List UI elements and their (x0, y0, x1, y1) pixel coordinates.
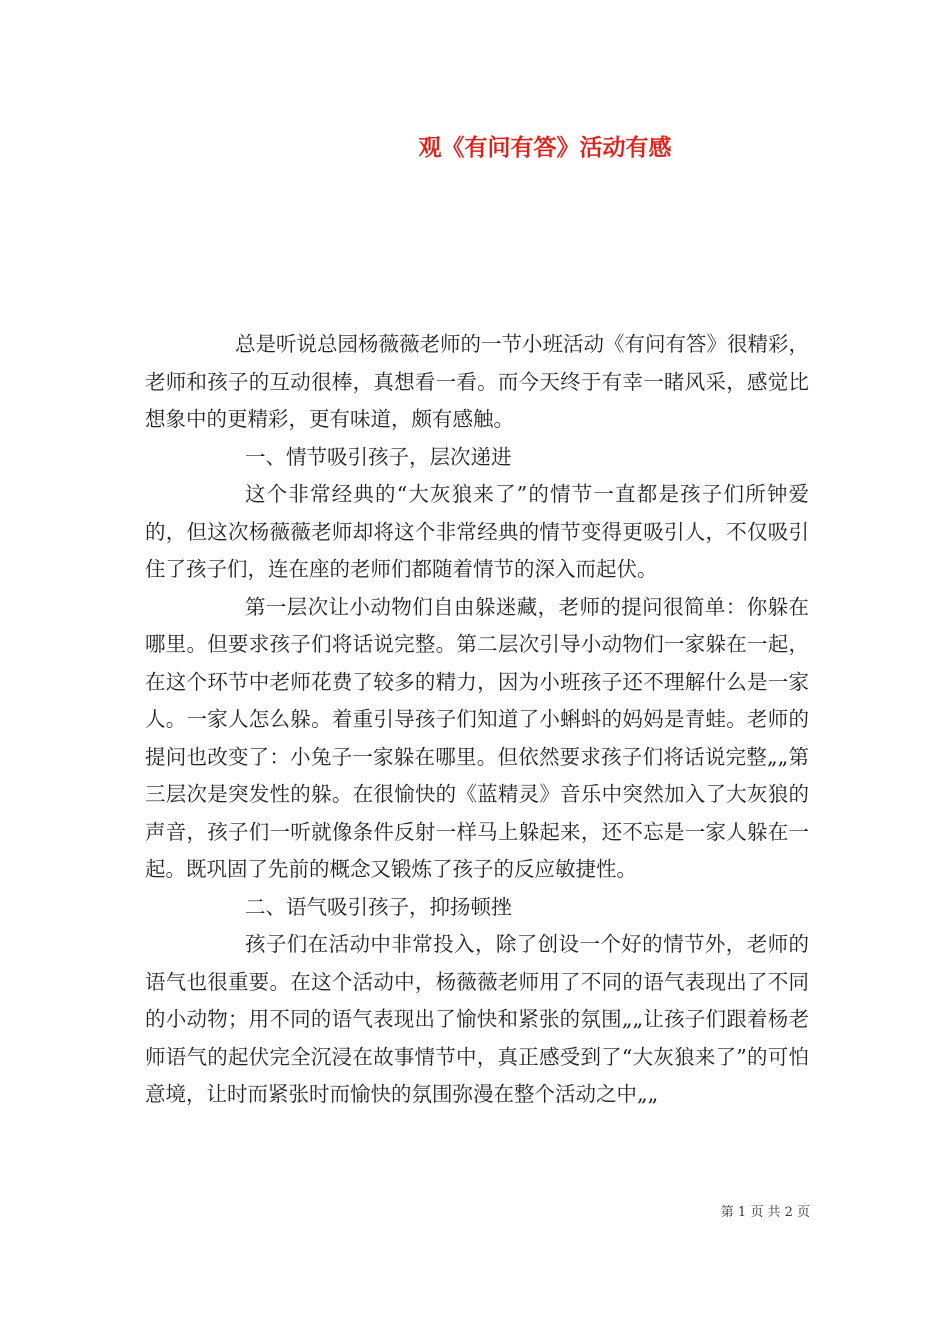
paragraph-tone: 孩子们在活动中非常投入，除了创设一个好的情节外，老师的语气也很重要。在这个活动中，杨薇薇老师用了不同的语气表现出了不同的小动物；用不同的语气表现出了愉快和紧张的氛围„„让孩子们跟着杨老师语气的起伏完全沉浸在故事情节中，真正感受到了“大灰狼来了”的可怕意境，让时而紧张时而愉快的氛围弥漫在整个活动之中„„ (145, 932, 809, 1106)
document-title: 观《有问有答》活动有感 (418, 134, 672, 161)
page-number: 第 1 页 共 2 页 (720, 1205, 810, 1220)
document-body (145, 326, 809, 1114)
paragraph-intro: 总是听说总园杨薇薇老师的一节小班活动《有问有答》很精彩，老师和孩子的互动很棒，真想看一看。而今天终于有幸一睹风采，感觉比想象中的更精彩，更有味道，颇有感触。 (145, 332, 809, 431)
paragraph-plot: 这个非常经典的“大灰狼来了”的情节一直都是孩子们所钟爱的，但这次杨薇薇老师却将这个非常经典的情节变得更吸引人，不仅吸引住了孩子们，连在座的老师们都随着情节的深入而起伏。 (145, 482, 809, 581)
section-heading-1: 一、情节吸引孩子，层次递进 (245, 444, 512, 469)
section-heading-2: 二、语气吸引孩子，抑扬顿挫 (245, 894, 512, 919)
paragraph-levels: 第一层次让小动物们自由躲迷藏，老师的提问很简单：你躲在哪里。但要求孩子们将话说完整。第二层次引导小动物们一家躲在一起，在这个环节中老师花费了较多的精力，因为小班孩子还不理解什么是一家人。一家人怎么躲。着重引导孩子们知道了小蝌蚪的妈妈是青蛙。老师的提问也改变了：小兔子一家躲在哪里。但依然要求孩子们将话说完整„„第三层次是突发性的躲。在很愉快的《蓝精灵》音乐中突然加入了大灰狼的声音，孩子们一听就像条件反射一样马上躲起来，还不忘是一家人躲在一起。既巩固了先前的概念又锻炼了孩子的反应敏捷性。 (145, 594, 809, 881)
